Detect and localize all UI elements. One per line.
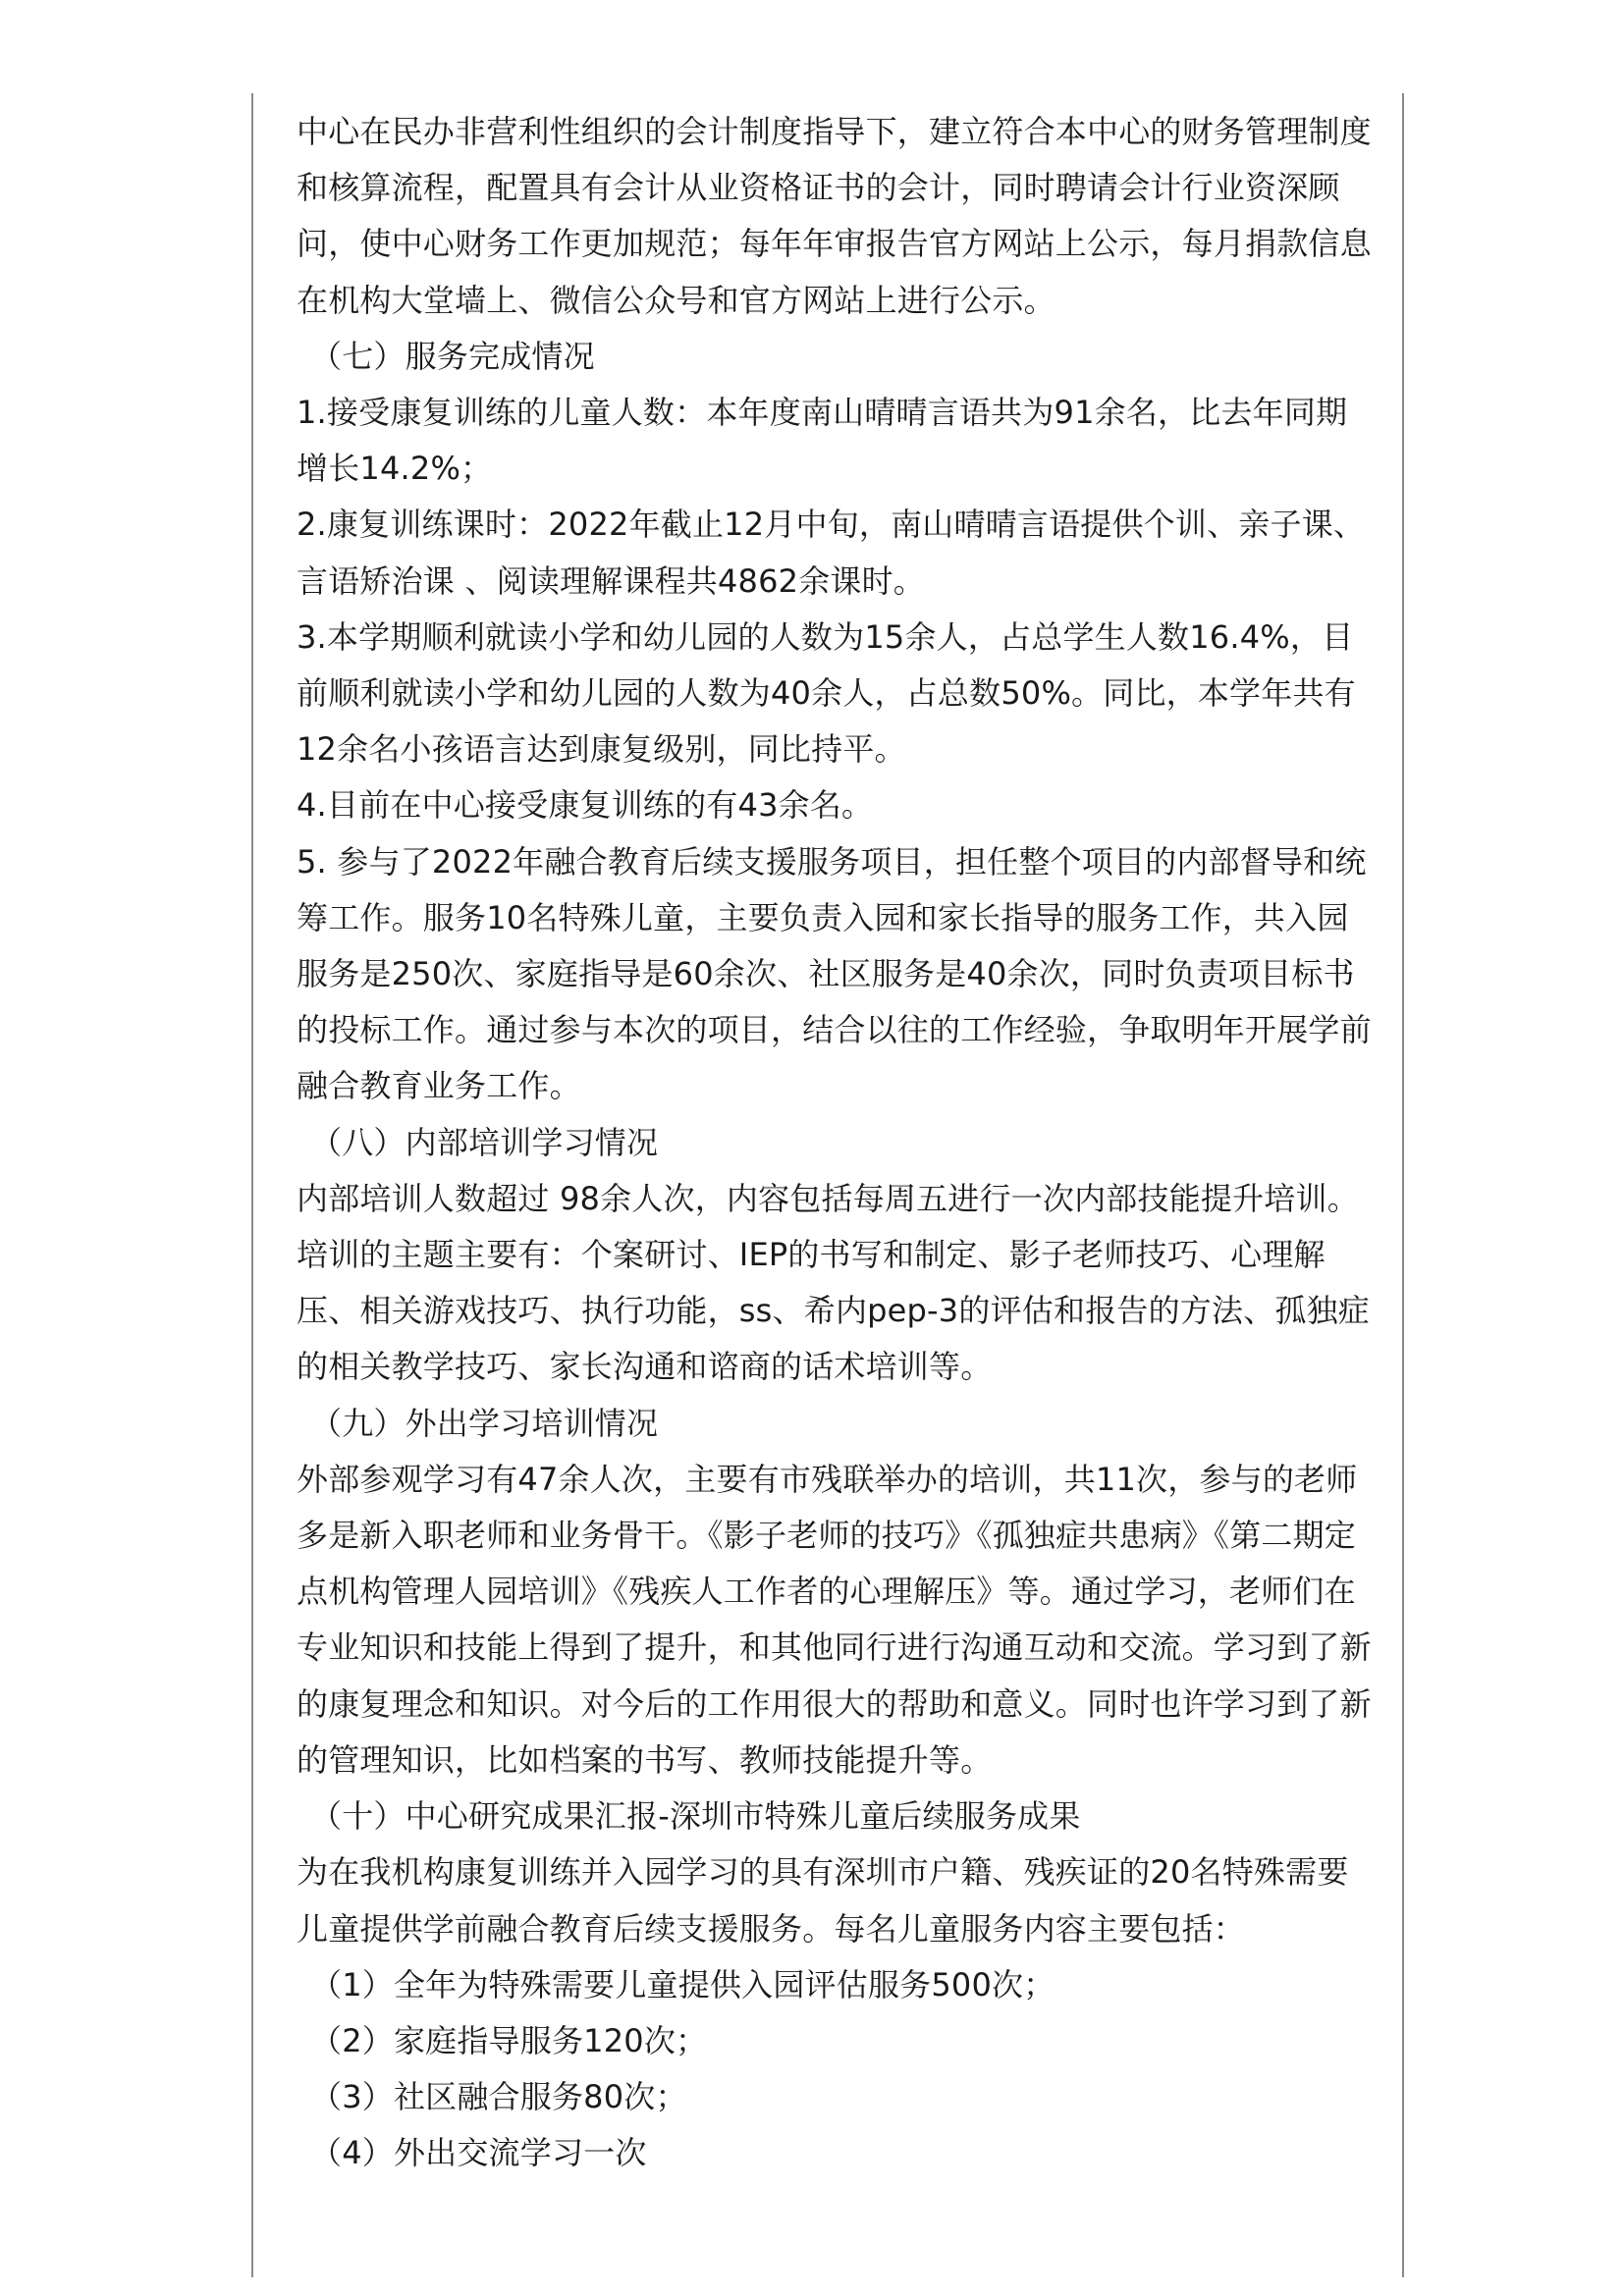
- right-margin-rule: [1402, 93, 1404, 2277]
- service-item-1: （1）全年为特殊需要儿童提供入园评估服务500次；: [310, 1965, 1055, 2003]
- service-item-3: （3）社区融合服务80次；: [310, 2078, 687, 2116]
- paragraph-internal-training: 内部培训人数超过 98余人次，内容包括每周五进行一次内部技能提升培训。培训的主题主要有：个案研讨、IEP的书写和制定、影子老师技巧、心理解压、相关游戏技巧、执行功能，ss、希内pep-3的评估和报告的方法、孤独症的相关教学技巧、家长沟通和谘商的话术培训等。: [297, 1179, 1370, 1386]
- section-heading-10: （十）中心研究成果汇报-深圳市特殊儿童后续服务成果: [310, 1797, 1081, 1836]
- section-heading-8: （八）内部培训学习情况: [310, 1123, 659, 1161]
- list-item-3: 3.本学期顺利就读小学和幼儿园的人数为15余人，占总学生人数16.4%，目前顺利就读小学和幼儿园的人数为40余人，占总数50%。同比，本学年共有12余名小孩语言达到康复级别，同比持平。: [297, 617, 1356, 769]
- service-item-4: （4）外出交流学习一次: [310, 2134, 647, 2172]
- paragraph-research-results: 为在我机构康复训练并入园学习的具有深圳市户籍、残疾证的20名特殊需要儿童提供学前融合教育后续支援服务。每名儿童服务内容主要包括：: [297, 1853, 1349, 1948]
- list-item-4: 4.目前在中心接受康复训练的有43余名。: [297, 786, 874, 825]
- section-heading-9: （九）外出学习培训情况: [310, 1404, 659, 1442]
- list-item-2: 2.康复训练课时：2022年截止12月中旬，南山晴晴言语提供个训、亲子课、言语矫治课 、阅读理解课程共4862余课时。: [297, 506, 1366, 600]
- list-item-1: 1.接受康复训练的儿童人数：本年度南山晴晴言语共为91余名，比去年同期增长14.2%；: [297, 394, 1348, 488]
- list-item-5: 5. 参与了2022年融合教育后续支援服务项目，担任整个项目的内部督导和统筹工作。服务10名特殊儿童，主要负责入园和家长指导的服务工作，共入园服务是250次、家庭指导是60余次、社区服务是40余次，同时负责项目标书的投标工作。通过参与本次的项目，结合以往的工作经验，争取明年开展学前融合教育业务工作。: [297, 842, 1372, 1105]
- paragraph-finance: 中心在民办非营利性组织的会计制度指导下，建立符合本中心的财务管理制度和核算流程，配置具有会计从业资格证书的会计，同时聘请会计行业资深顾问，使中心财务工作更加规范；每年年审报告官方网站上公示，每月捐款信息在机构大堂墙上、微信公众号和官方网站上进行公示。: [297, 113, 1372, 319]
- paragraph-external-training: 外部参观学习有47余人次，主要有市残联举办的培训，共11次，参与的老师多是新入职老师和业务骨干。《影子老师的技巧》《孤独症共患病》《第二期定点机构管理人园培训》《残疾人工作者的心理解压》等。通过学习，老师们在专业知识和技能上得到了提升，和其他同行进行沟通互动和交流。学习到了新的康复理念和知识。对今后的工作用很大的帮助和意义。同时也许学习到了新的管理知识，比如档案的书写、教师技能提升等。: [297, 1460, 1372, 1779]
- service-item-2: （2）家庭指导服务120次；: [310, 2021, 708, 2059]
- document-body: [297, 104, 1373, 2182]
- left-margin-rule: [251, 93, 253, 2277]
- section-heading-7: （七）服务完成情况: [310, 337, 595, 375]
